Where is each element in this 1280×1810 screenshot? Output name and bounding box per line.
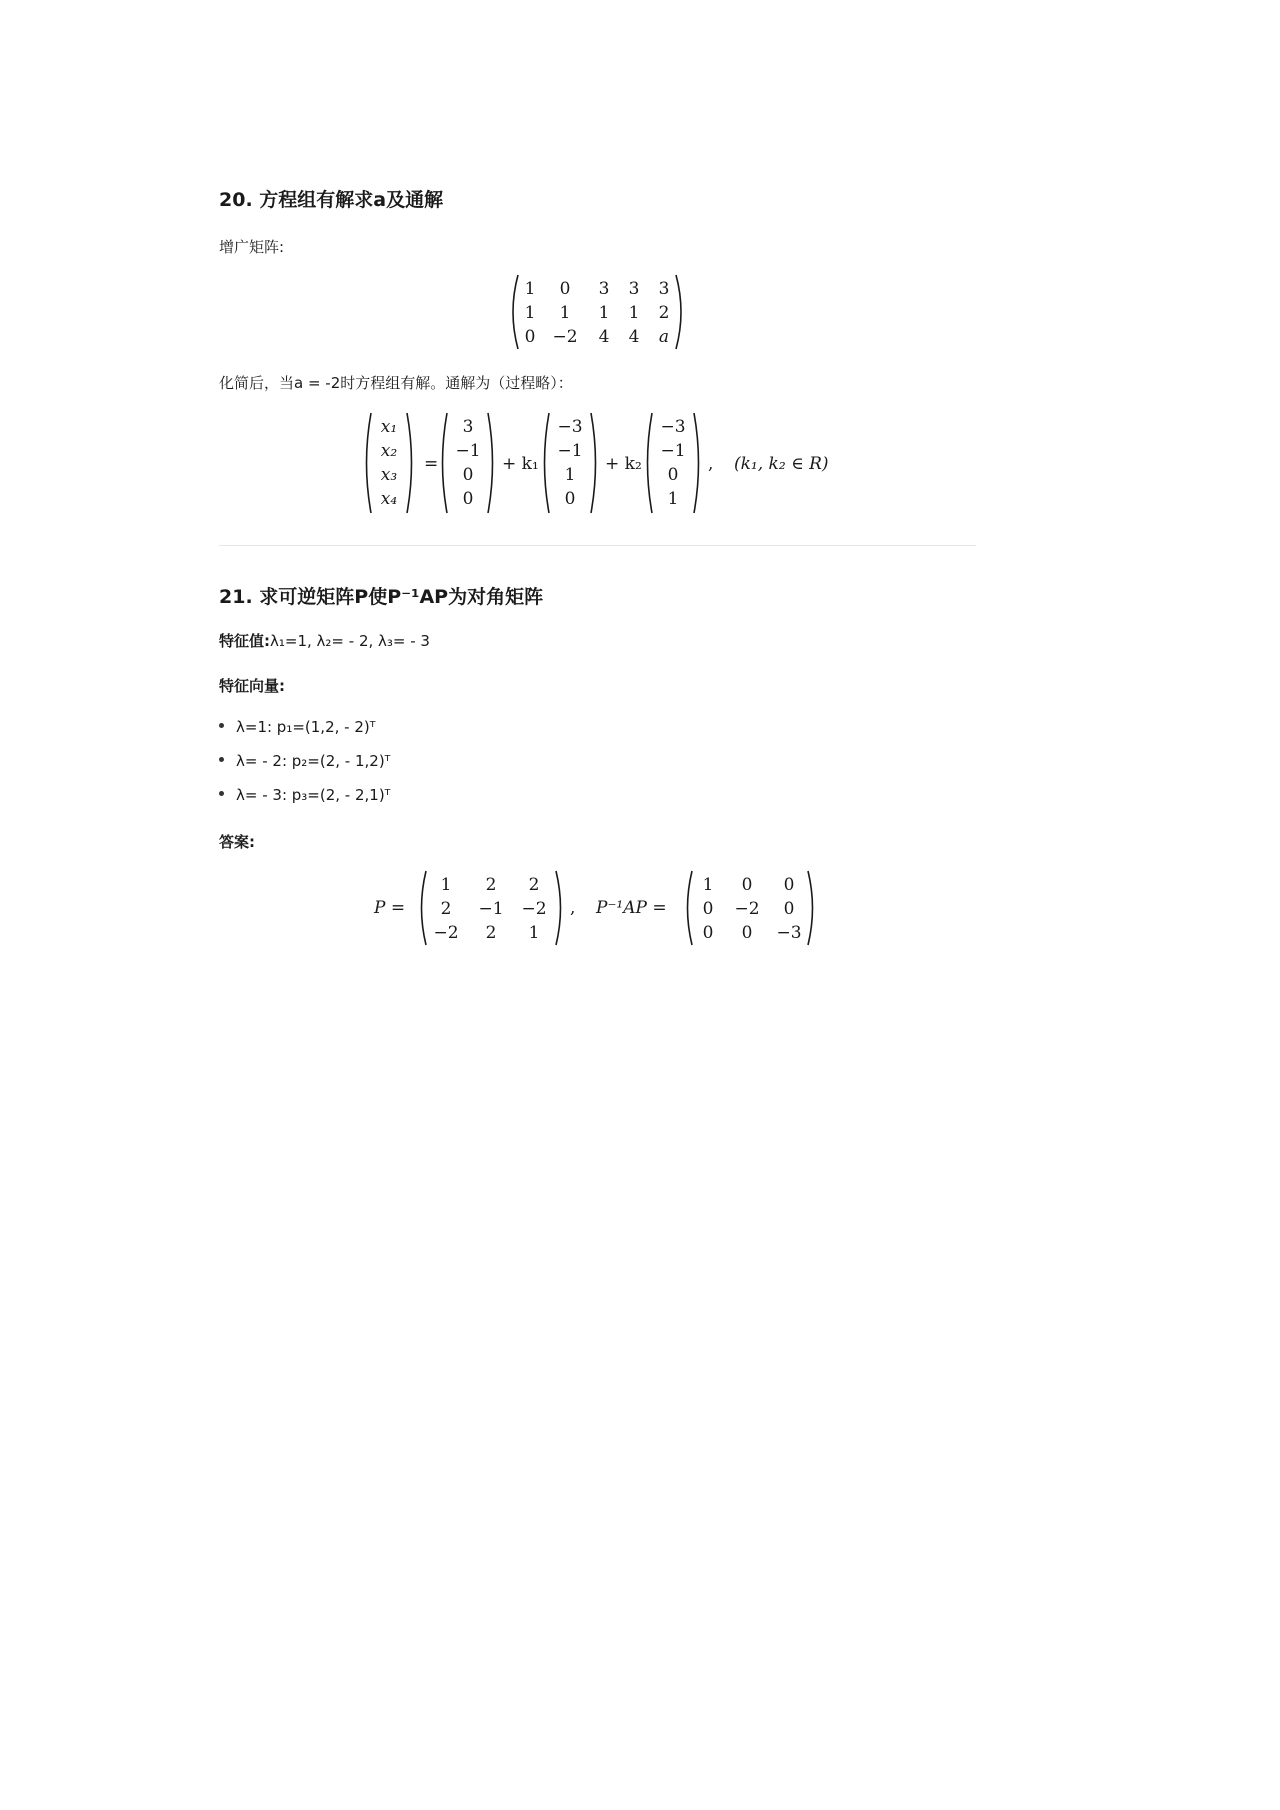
particular-vector-entry: 0 (462, 465, 474, 485)
basis-vector-2-entry: −3 (660, 417, 686, 437)
D-matrix-cell: 1 (702, 875, 714, 895)
q20-title: 20. 方程组有解求a及通解 (219, 189, 444, 211)
D-matrix-cell: 0 (741, 923, 753, 943)
answer-label: 答案: (219, 833, 255, 851)
basis-vector-1-entry: 0 (564, 489, 576, 509)
augmented-matrix-cell: 3 (598, 279, 610, 299)
plus-k1: + k₁ (502, 454, 539, 474)
general-solution-svg (362, 410, 842, 516)
augmented-matrix-cell: 4 (598, 327, 610, 347)
reduced-text: 化简后，当a = -2时方程组有解。通解为（过程略）： (219, 374, 573, 392)
eigenvector-item-2: λ= - 2: p₂=(2, - 1,2)ᵀ (219, 752, 390, 770)
right-paren (676, 275, 681, 349)
D-matrix-cell: 0 (741, 875, 753, 895)
eigenvectors-label: 特征向量: (219, 677, 285, 695)
equals-sign: = (424, 454, 439, 474)
P-matrix-cell: 2 (485, 923, 497, 943)
basis-vector-1-entry: 1 (564, 465, 576, 485)
D-matrix-cell: −2 (734, 899, 760, 919)
augmented-matrix-cell: −2 (552, 327, 578, 347)
D-matrix-cell: 0 (783, 875, 795, 895)
eigenvalues-label: 特征值: (219, 632, 270, 650)
q21-title: 21. 求可逆矩阵P使P⁻¹AP为对角矩阵 (219, 586, 544, 608)
P-matrix-cell: 1 (528, 923, 540, 943)
eigenvalues-line (219, 630, 430, 651)
D-matrix-cell: 0 (702, 923, 714, 943)
augmented-matrix (508, 272, 688, 352)
basis-vector-2-entry: −1 (660, 441, 686, 461)
x-vector-entry: x₄ (380, 489, 398, 509)
D-matrix-cell: 0 (783, 899, 795, 919)
augmented-matrix-cell: 4 (628, 327, 640, 347)
augmented-matrix-cell: 1 (628, 303, 640, 323)
bullet-dot (219, 757, 224, 762)
augmented-matrix-cell: 3 (658, 279, 670, 299)
section-divider (219, 545, 976, 546)
D-matrix-cell: −3 (776, 923, 802, 943)
P-matrix-cell: 2 (440, 899, 452, 919)
k-domain: (k₁, k₂ ∈ R) (734, 454, 829, 474)
particular-vector-entry: 3 (462, 417, 474, 437)
left-paren (513, 275, 518, 349)
augmented-matrix-cell: 3 (628, 279, 640, 299)
basis-vector-1-entry: −1 (557, 441, 583, 461)
answer-equation (374, 868, 834, 948)
P-matrix-cell: 2 (528, 875, 540, 895)
basis-vector-2-entry: 1 (667, 489, 679, 509)
eigenvector-item-1: λ=1: p₁=(1,2, - 2)ᵀ (219, 718, 376, 736)
P-matrix-cell: 2 (485, 875, 497, 895)
eigenvector-item-3: λ= - 3: p₃=(2, - 2,1)ᵀ (219, 786, 390, 804)
x-vector-entry: x₂ (380, 441, 398, 461)
x-vector-entry: x₃ (380, 465, 398, 485)
answer-equation-svg (374, 868, 834, 948)
P-matrix-cell: −1 (478, 899, 504, 919)
eigenvalues-text: λ₁=1, λ₂= - 2, λ₃= - 3 (270, 632, 430, 650)
augmented-matrix-svg (508, 272, 688, 352)
general-solution (362, 410, 842, 516)
augmented-matrix-cell: 1 (524, 279, 536, 299)
bullet-dot (219, 791, 224, 796)
comma: , (570, 898, 576, 918)
particular-vector-entry: 0 (462, 489, 474, 509)
P-matrix-cell: −2 (433, 923, 459, 943)
x-vector-entry: x₁ (380, 417, 398, 437)
D-lhs: P⁻¹AP = (596, 898, 667, 918)
augmented-matrix-cell: a (658, 327, 670, 347)
D-matrix-cell: 0 (702, 899, 714, 919)
augmented-matrix-cell: 1 (524, 303, 536, 323)
P-lhs: P = (374, 898, 406, 918)
particular-vector-entry: −1 (455, 441, 481, 461)
augmented-matrix-cell: 2 (658, 303, 670, 323)
bullet-dot (219, 723, 224, 728)
augmented-matrix-cell: 0 (524, 327, 536, 347)
P-matrix-cell: 1 (440, 875, 452, 895)
P-matrix-cell: −2 (521, 899, 547, 919)
basis-vector-2-entry: 0 (667, 465, 679, 485)
augmented-matrix-cell: 1 (559, 303, 571, 323)
plus-k2: + k₂ (605, 454, 642, 474)
augmented-matrix-cell: 1 (598, 303, 610, 323)
comma: , (708, 454, 714, 474)
augmented-matrix-cell: 0 (559, 279, 571, 299)
basis-vector-1-entry: −3 (557, 417, 583, 437)
augmented-matrix-label: 增广矩阵: (219, 238, 285, 256)
